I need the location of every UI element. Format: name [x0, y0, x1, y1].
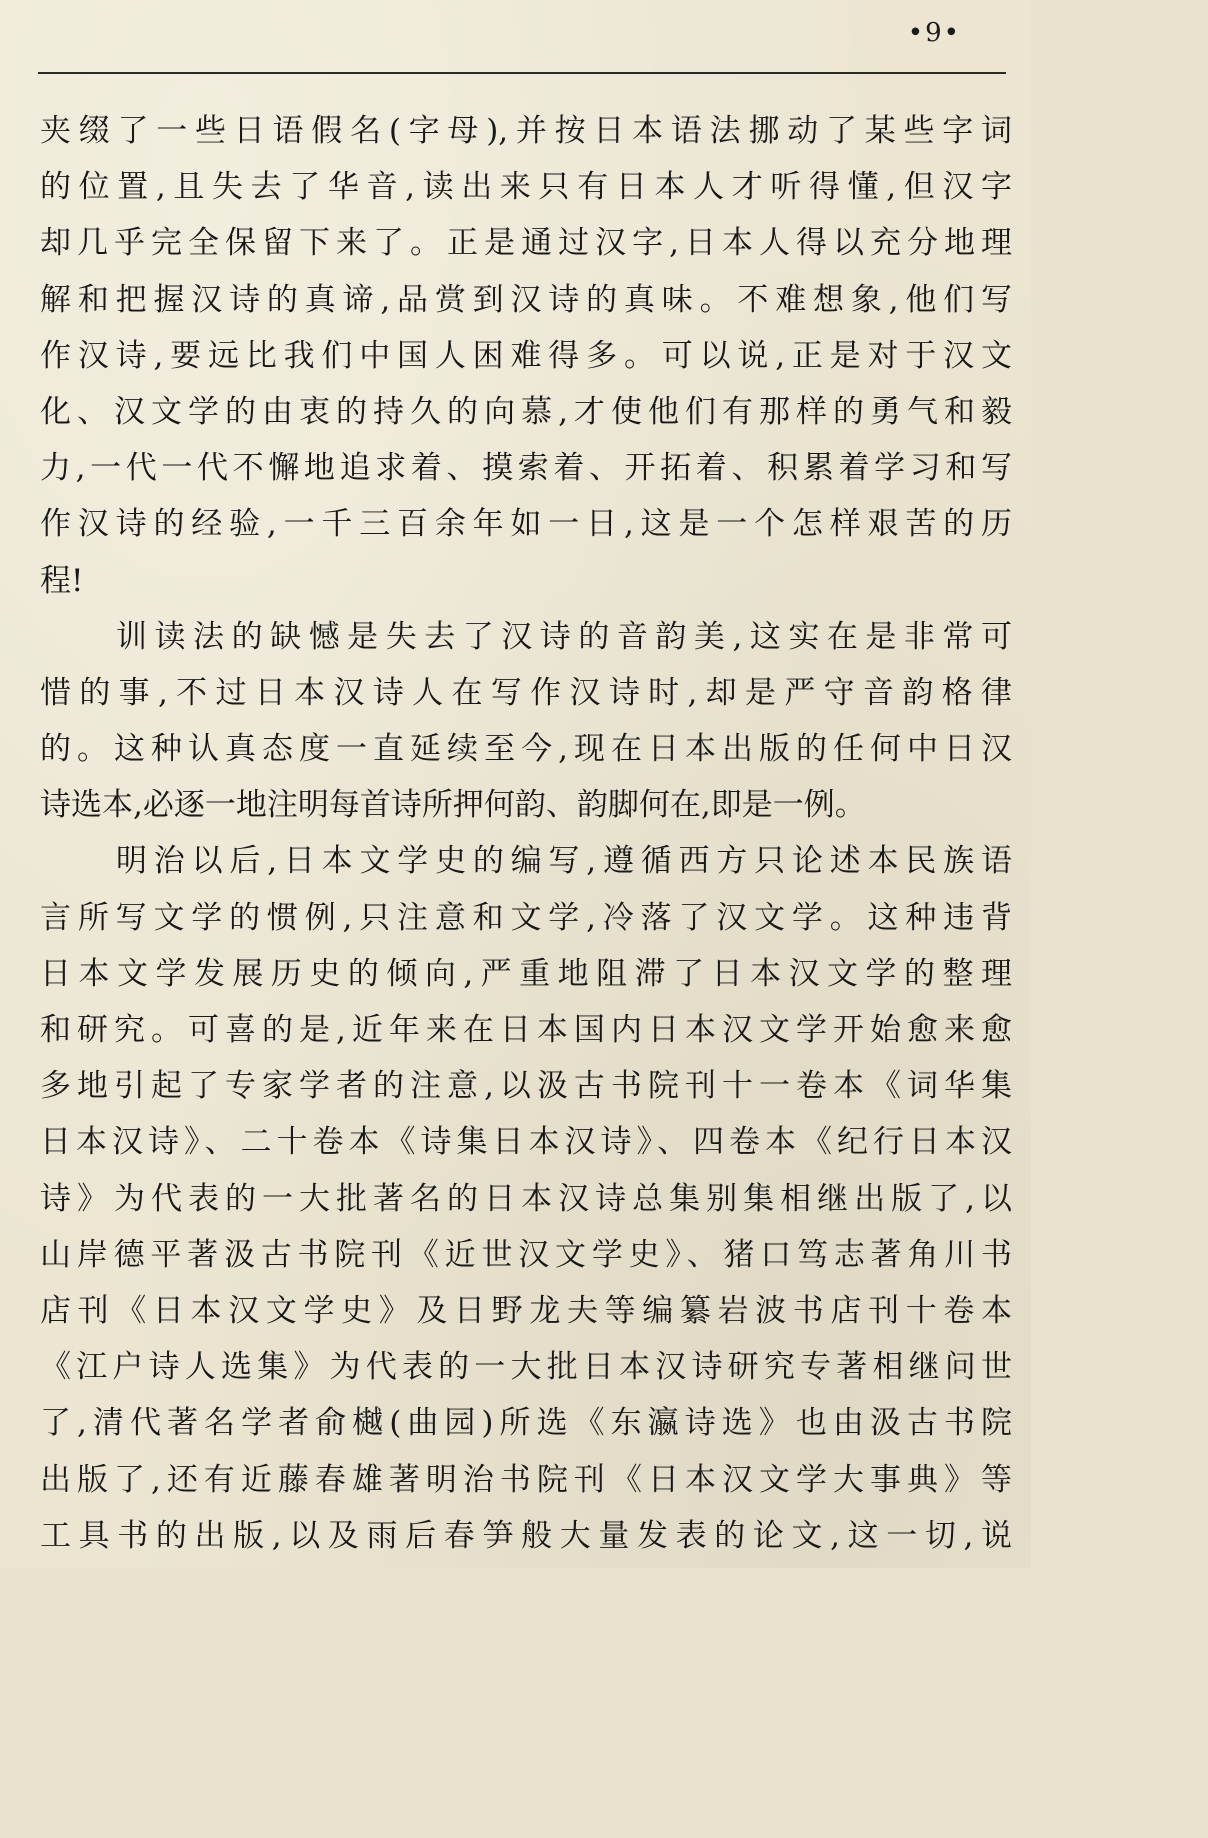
text-line: 诗选本,必逐一地注明每首诗所押何韵、韵脚何在,即是一例。 — [40, 787, 866, 824]
text-line: 店刊《日本汉文学史》及日野龙夫等编纂岩波书店刊十卷本 — [40, 1292, 1012, 1329]
text-line: 出版了,还有近藤春雄著明治书院刊《日本汉文学大事典》等 — [40, 1461, 1012, 1498]
text-line: 日本文学发展历史的倾向,严重地阻滞了日本汉文学的整理 — [40, 955, 1012, 992]
text-line: 作汉诗,要远比我们中国人困难得多。可以说,正是对于汉文 — [40, 337, 1012, 374]
body-text — [40, 103, 1012, 1564]
text-line: 的。这种认真态度一直延续至今,现在日本出版的任何中日汉 — [40, 731, 1012, 768]
text-line: 力,一代一代不懈地追求着、摸索着、开拓着、积累着学习和写 — [40, 450, 1012, 487]
text-line: 言所写文学的惯例,只注意和文学,冷落了汉文学。这种违背 — [40, 899, 1012, 936]
page-number: •9• — [907, 18, 961, 48]
header-rule — [38, 72, 1006, 74]
text-line: 明治以后,日本文学史的编写,遵循西方只论述本民族语 — [116, 843, 1012, 880]
text-line: 惜的事,不过日本汉诗人在写作汉诗时,却是严守音韵格律 — [40, 674, 1012, 711]
text-line: 夹缀了一些日语假名(字母),并按日本语法挪动了某些字词 — [40, 113, 1012, 149]
text-line: 《江户诗人选集》为代表的一大批日本汉诗研究专著相继问世 — [40, 1349, 1012, 1386]
text-line: 诗》为代表的一大批著名的日本汉诗总集别集相继出版了,以 — [40, 1180, 1012, 1217]
text-line: 作汉诗的经验,一千三百余年如一日,这是一个怎样艰苦的历 — [40, 506, 1012, 543]
text-line: 程! — [40, 562, 84, 599]
text-line: 多地引起了专家学者的注意,以汲古书院刊十一卷本《词华集 — [40, 1068, 1012, 1105]
text-line: 训读法的缺憾是失去了汉诗的音韵美,这实在是非常可 — [116, 618, 1012, 655]
text-line: 山岸德平著汲古书院刊《近世汉文学史》、猪口笃志著角川书 — [40, 1236, 1012, 1273]
text-line: 却几乎完全保留下来了。正是通过汉字,日本人得以充分地理 — [40, 225, 1012, 262]
text-line: 工具书的出版,以及雨后春笋般大量发表的论文,这一切,说 — [40, 1517, 1012, 1554]
text-line: 解和把握汉诗的真谛,品赏到汉诗的真味。不难想象,他们写 — [40, 281, 1012, 318]
text-line: 的位置,且失去了华音,读出来只有日本人才听得懂,但汉字 — [40, 169, 1012, 206]
text-line: 了,清代著名学者俞樾(曲园)所选《东瀛诗选》也由汲古书院 — [40, 1405, 1012, 1442]
text-line: 化、汉文学的由衷的持久的向慕,才使他们有那样的勇气和毅 — [40, 393, 1012, 430]
text-line: 日本汉诗》、二十卷本《诗集日本汉诗》、四卷本《纪行日本汉 — [40, 1124, 1012, 1161]
text-line: 和研究。可喜的是,近年来在日本国内日本汉文学开始愈来愈 — [40, 1012, 1012, 1048]
